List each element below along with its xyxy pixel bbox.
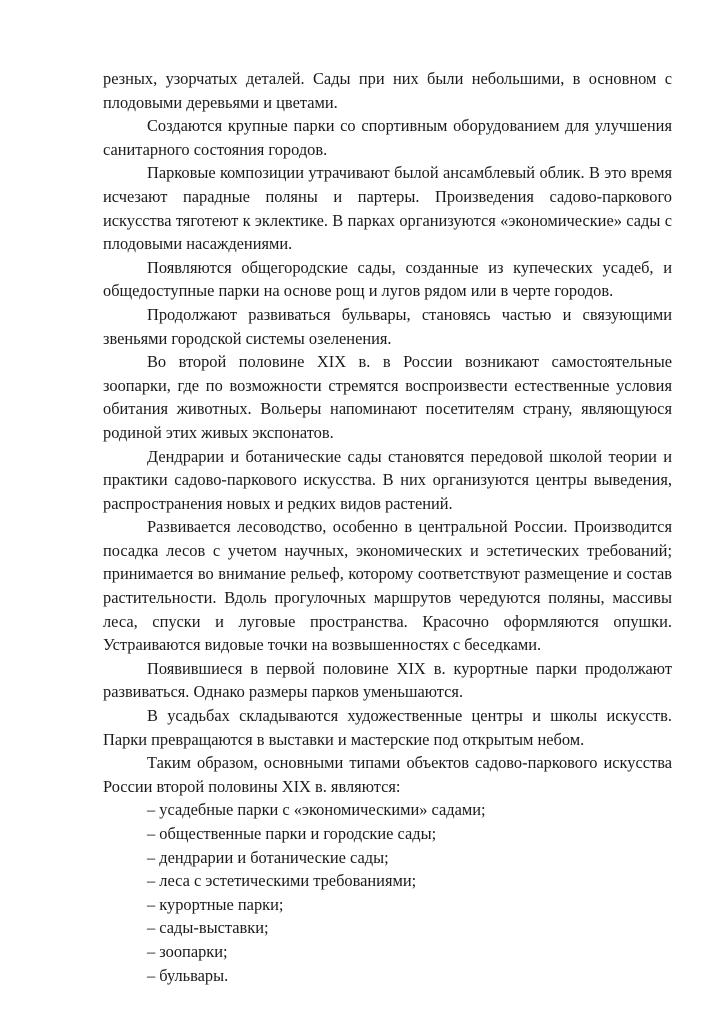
paragraph-city-gardens: Появляются общегородские сады, созданные из купеческих усадеб, и общедоступные парки на основе рощ и лугов рядом или в черте городов. <box>103 257 672 301</box>
paragraph-park-compositions: Парковые композиции утрачивают былой ансамблевый облик. В это время исчезают парадные поляны и партеры. Произведения садово-паркового искусства тяготеют к эклектике. В парках организуются «экономические» сады с плодовыми насаждениями. <box>103 163 672 254</box>
paragraph-zoos: Во второй половине XIX в. в России возникают самостоятельные зоопарки, где по возможности стремятся воспроизвести естественные условия обитания животных. Вольеры напоминают посетителям страну, являющуюся родиной этих живых экспонатов. <box>103 352 672 442</box>
list-item: – зоопарки; <box>147 941 228 961</box>
paragraph-continuation: резных, узорчатых деталей. Сады при них были небольшими, в основном с плодовыми деревьями и цветами. <box>103 69 672 112</box>
paragraph-resort-parks: Появившиеся в первой половине XIX в. курортные парки продолжают развиваться. Однако размеры парков уменьшаются. <box>103 658 672 702</box>
list-item: – сады-выставки; <box>147 918 269 938</box>
paragraph-summary: Таким образом, основными типами объектов садово-паркового искусства России второй половины XIX в. являются: <box>103 753 672 796</box>
paragraph-dendraria: Дендрарии и ботанические сады становятся передовой школой теории и практики садово-паркового искусства. В них организуются центры выведения, распространения новых и редких видов растений. <box>103 446 672 513</box>
list-item: – бульвары. <box>147 965 229 985</box>
list-item: – усадебные парки с «экономическими» садами; <box>147 800 486 820</box>
list-item: – общественные парки и городские сады; <box>147 824 437 843</box>
object-types-list <box>103 798 672 987</box>
list-item: – курортные парки; <box>147 894 284 914</box>
paragraph-estates: В усадьбах складываются художественные центры и школы искусств. Парки превращаются в выставки и мастерские под открытым небом. <box>103 706 672 749</box>
paragraph-sports-parks: Создаются крупные парки со спортивным оборудованием для улучшения санитарного состояния городов. <box>103 116 672 159</box>
document-page <box>103 67 672 987</box>
paragraph-boulevards: Продолжают развиваться бульвары, становясь частью и связующими звеньями городской системы озеленения. <box>103 304 672 348</box>
list-item: – леса с эстетическими требованиями; <box>147 871 417 891</box>
paragraph-forestry: Развивается лесоводство, особенно в центральной России. Производится посадка лесов с учетом научных, экономических и эстетических требований; принимается во внимание рельеф, которому соответствуют размещение и состав растительности. Вдоль прогулочных маршрутов чередуются поляны, массивы леса, спуски и луговые пространства. Красочно оформляются опушки. Устраиваются видовые точки на возвышенностях с беседками. <box>103 517 672 655</box>
list-item: – дендрарии и ботанические сады; <box>147 847 389 867</box>
